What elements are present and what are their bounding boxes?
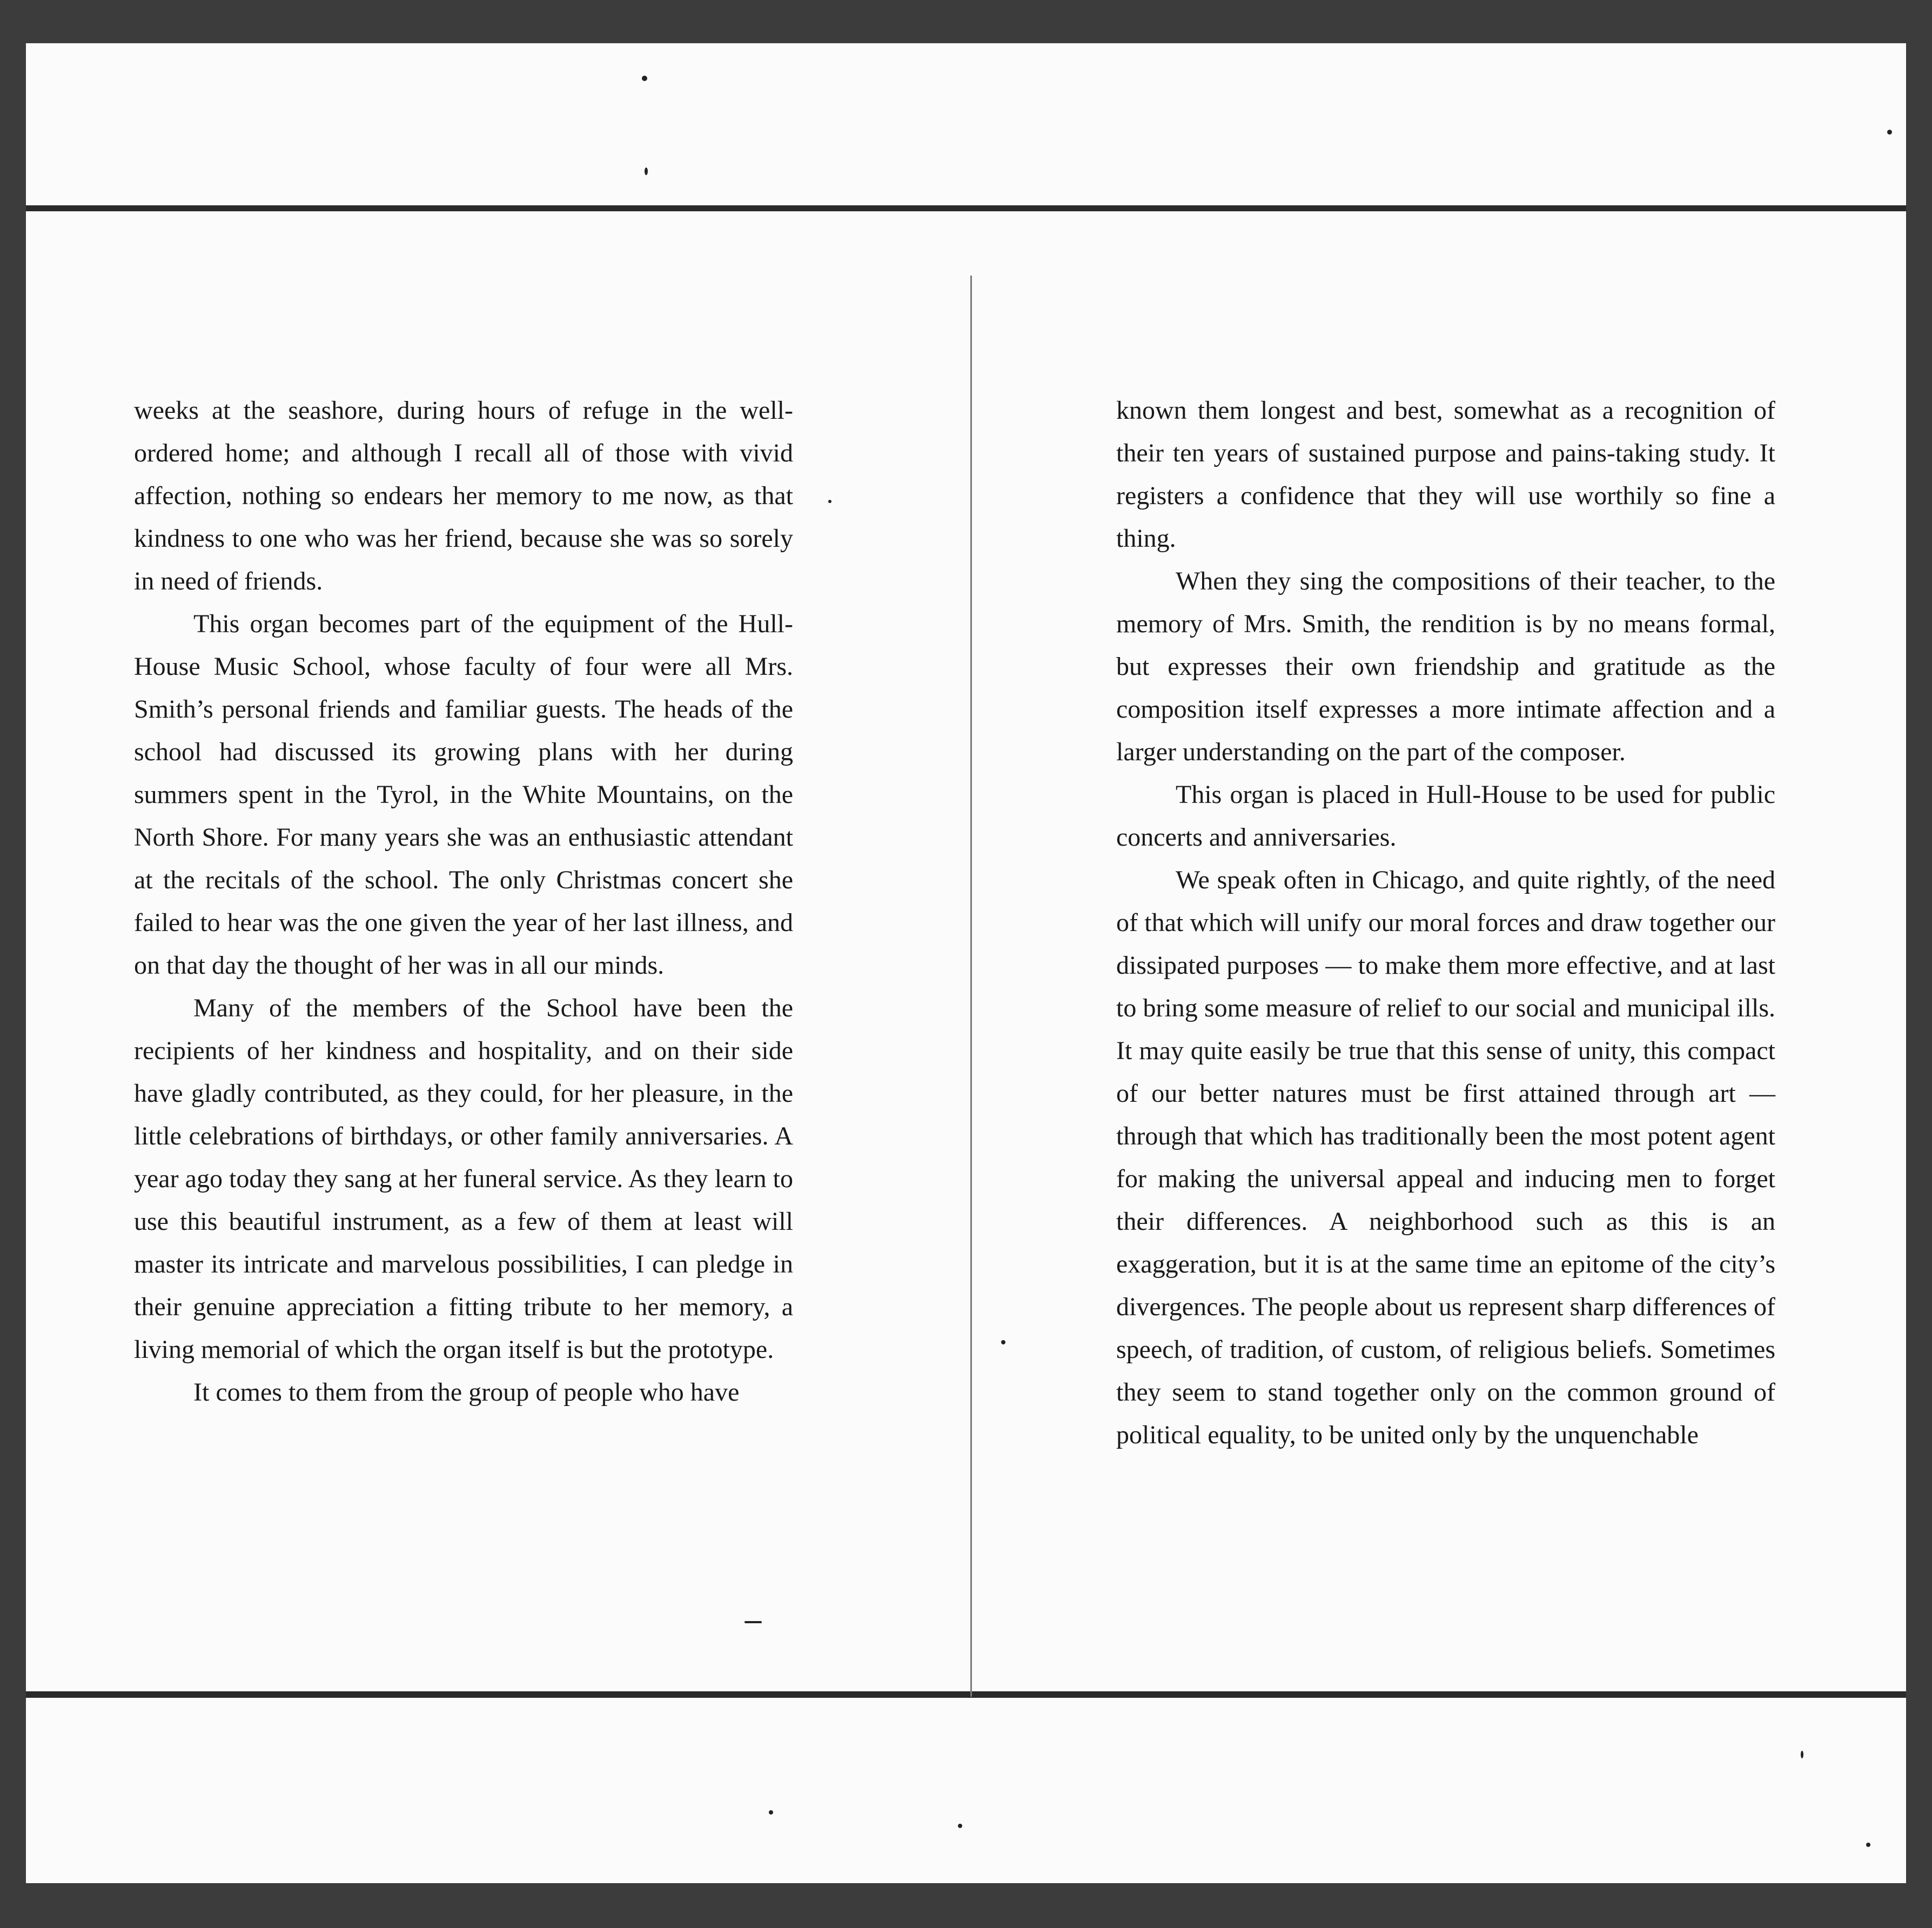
scan-speck [1866,1843,1870,1847]
scan-speck [744,1621,762,1623]
scanned-sheet [26,43,1906,1883]
left-paragraph-4: It comes to them from the group of people who have [193,1378,740,1407]
scan-speck [642,76,647,81]
center-fold-line [970,276,972,1697]
left-paragraph-1: weeks at the seashore, during hours of refuge in the well-ordered home; and although I recall all of those with vivid affection, nothing so endears her memory to me now, as that kindness to one who was her friend, because she was so sorely in need of friends. [134,396,793,595]
right-page [1116,389,1775,1456]
scan-speck [1001,1340,1005,1344]
left-paragraph-3: Many of the members of the School have been the recipients of her kindness and hospitality, and on their side have gladly contributed, as they could, for her pleasure, in the little celebrations of birthdays, or other family anniversaries. A year ago today they sang at her funeral service. As they learn to use this beautiful instrument, as a few of them at least will master its intricate and marvelous possibilities, I can pledge in their genuine appreciation a fitting tribute to her memory, a living memorial of which the organ itself is but the prototype. [134,994,793,1364]
scan-speck [958,1824,962,1828]
right-paragraph-3: This organ is placed in Hull-House to be used for public concerts and anniversaries. [1116,780,1775,852]
scan-speck [828,500,831,503]
right-paragraph-2: When they sing the compositions of their teacher, to the memory of Mrs. Smith, the rendition is by no means formal, but expresses their own friendship and gratitude as the composition itself expresses a more intimate affection and a larger understanding on the part of the composer. [1116,567,1775,766]
right-paragraph-1: known them longest and best, somewhat as a recognition of their ten years of sustained purpose and pains-taking study. It registers a confidence that they will use worthily so fine a thing. [1116,396,1775,553]
scan-speck [769,1810,773,1815]
scan-speck [1801,1751,1803,1758]
scan-speck [1887,130,1892,135]
top-border-rule [26,205,1906,211]
bottom-border-rule [26,1691,1906,1698]
left-paragraph-2: This organ becomes part of the equipment of the Hull-House Music School, whose faculty of four were all Mrs. Smith’s personal friends and familiar guests. The heads of the school had discussed its growing plans with her during summers spent in the Tyrol, in the White Mountains, on the North Shore. For many years she was an enthusiastic attendant at the recitals of the school. The only Christmas concert she failed to hear was the one given the year of her last illness, and on that day the thought of her was in all our minds. [134,610,793,980]
scan-speck [645,168,648,175]
left-page [134,389,793,1414]
right-paragraph-4: We speak often in Chicago, and quite rightly, of the need of that which will unify our moral forces and draw together our dissipated purposes — to make them more effective, and at last to bring some measure of relief to our social and municipal ills. It may quite easily be true that this sense of unity, this compact of our better natures must be first attained through art — through that which has traditionally been the most potent agent for making the universal appeal and inducing men to forget their differences. A neighborhood such as this is an exaggeration, but it is at the same time an epitome of the city’s divergences. The people about us represent sharp differences of speech, of tradition, of custom, of religious beliefs. Sometimes they seem to stand together only on the common ground of political equality, to be united only by the unquenchable [1116,866,1775,1449]
